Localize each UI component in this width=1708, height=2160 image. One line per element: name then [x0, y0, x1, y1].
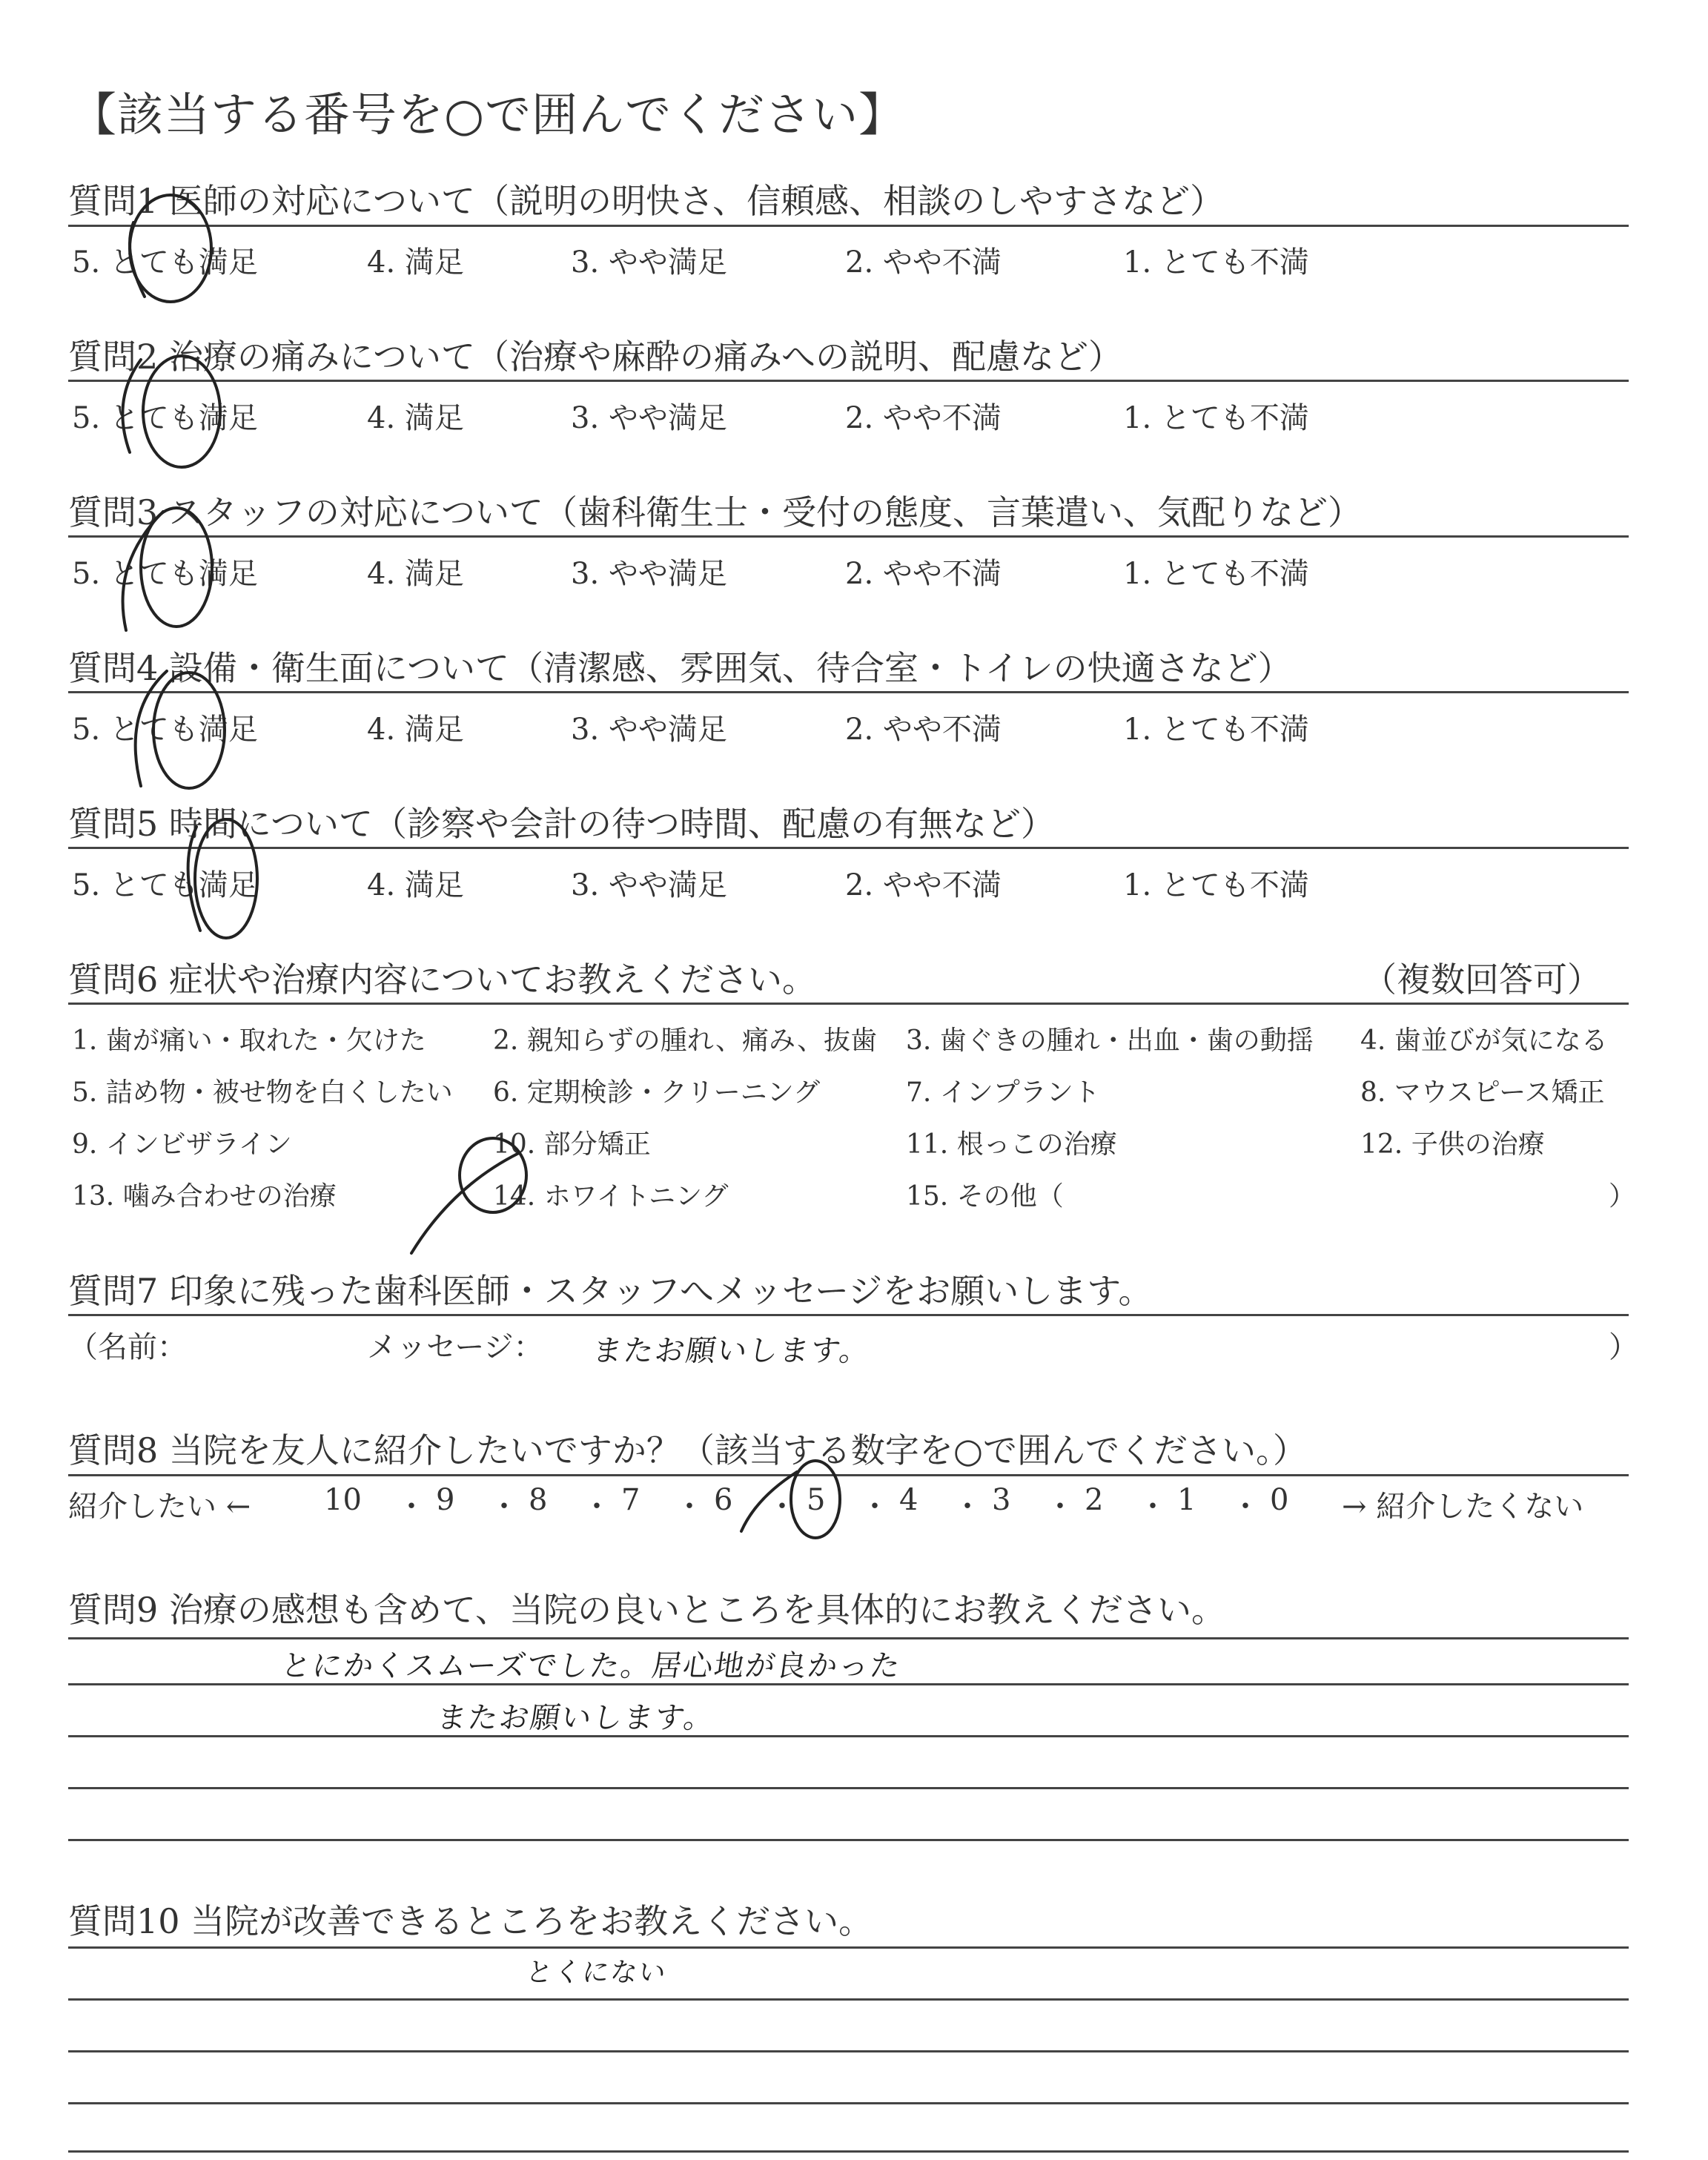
dot: ・	[582, 1490, 612, 1524]
question-3: 質問3 スタッフの対応について（歯科衛生士・受付の態度、言葉遣い、気配りなど）	[68, 492, 1362, 532]
q6-option-14[interactable]: 14. ホワイトニング	[493, 1181, 729, 1212]
q6-option-1[interactable]: 1. 歯が痛い・取れた・欠けた	[72, 1025, 426, 1056]
answer-line	[68, 2150, 1629, 2153]
scale-0[interactable]: 0	[1270, 1483, 1289, 1517]
answer-line	[68, 1735, 1629, 1737]
answer-line	[68, 1637, 1629, 1639]
q2-option-2[interactable]: 2. やや不満	[845, 401, 1002, 435]
divider	[68, 1314, 1629, 1316]
answer-line	[68, 1839, 1629, 1841]
q2-option-5[interactable]: 5. とても満足	[72, 401, 258, 435]
q5-option-2[interactable]: 2. やや不満	[845, 868, 1002, 902]
q5-option-5[interactable]: 5. とても満足	[72, 868, 258, 902]
dot: ・	[675, 1490, 704, 1524]
q3-option-4[interactable]: 4. 満足	[367, 557, 464, 591]
question-1: 質問1 医師の対応について（説明の明快さ、信頼感、相談のしやすさなど）	[68, 181, 1225, 221]
q6-option-4[interactable]: 4. 歯並びが気になる	[1360, 1025, 1608, 1056]
scale-5[interactable]: 5	[807, 1483, 826, 1517]
recommend-right-label: → 紹介したくない	[1342, 1490, 1584, 1524]
question-8: 質問8 当院を友人に紹介したいですか？（該当する数字を○で囲んでください。）	[68, 1430, 1308, 1470]
divider	[68, 1003, 1629, 1005]
q1-option-3[interactable]: 3. やや満足	[571, 245, 727, 280]
scale-10[interactable]: 10	[324, 1483, 362, 1517]
q1-option-4[interactable]: 4. 満足	[367, 245, 464, 280]
q4-option-4[interactable]: 4. 満足	[367, 713, 464, 747]
q6-option-3[interactable]: 3. 歯ぐきの腫れ・出血・歯の動揺	[906, 1025, 1314, 1056]
divider	[68, 847, 1629, 849]
divider	[68, 535, 1629, 538]
question-10: 質問10 当院が改善できるところをお教えください。	[68, 1901, 873, 1941]
handwritten-message[interactable]: またお願いします。	[590, 1334, 873, 1368]
answer-line	[68, 1998, 1629, 2001]
answer-line	[68, 2050, 1629, 2052]
divider	[68, 1474, 1629, 1476]
q5-option-1[interactable]: 1. とても不満	[1123, 868, 1309, 902]
q6-option-7[interactable]: 7. インプラント	[906, 1077, 1100, 1108]
page-title: 【該当する番号を○で囲んでください】	[70, 87, 906, 142]
question-5: 質問5 時間について（診察や会計の待つ時間、配慮の有無など）	[68, 804, 1055, 844]
scale-6[interactable]: 6	[714, 1483, 733, 1517]
q5-option-3[interactable]: 3. やや満足	[571, 868, 727, 902]
divider	[68, 691, 1629, 693]
q6-option-13[interactable]: 13. 噛み合わせの治療	[72, 1181, 337, 1212]
name-label: （名前：	[68, 1330, 187, 1364]
question-6: 質問6 症状や治療内容についてお教えください。	[68, 960, 816, 1000]
answer-line	[68, 2102, 1629, 2104]
q3-option-5[interactable]: 5. とても満足	[72, 557, 258, 591]
q1-option-2[interactable]: 2. やや不満	[845, 245, 1002, 280]
answer-line	[68, 1946, 1629, 1949]
scale-7[interactable]: 7	[621, 1483, 640, 1517]
message-close: ）	[1609, 1330, 1638, 1364]
q4-option-3[interactable]: 3. やや満足	[571, 713, 727, 747]
message-label: メッセージ：	[367, 1330, 543, 1364]
question-2: 質問2 治療の痛みについて（治療や麻酔の痛みへの説明、配慮など）	[68, 337, 1123, 377]
dot: ・	[397, 1490, 426, 1524]
scale-9[interactable]: 9	[436, 1483, 455, 1517]
question-4: 質問4 設備・衛生面について（清潔感、雰囲気、待合室・トイレの快適さなど）	[68, 648, 1292, 688]
q2-option-1[interactable]: 1. とても不満	[1123, 401, 1309, 435]
scale-2[interactable]: 2	[1085, 1483, 1104, 1517]
q3-option-1[interactable]: 1. とても不満	[1123, 557, 1309, 591]
dot: ・	[1045, 1490, 1075, 1524]
scale-1[interactable]: 1	[1177, 1483, 1196, 1517]
scale-8[interactable]: 8	[529, 1483, 548, 1517]
q6-option-6[interactable]: 6. 定期検診・クリーニング	[493, 1077, 821, 1108]
q6-option-15[interactable]: 15. その他（	[906, 1181, 1064, 1212]
q2-option-4[interactable]: 4. 満足	[367, 401, 464, 435]
scale-3[interactable]: 3	[992, 1483, 1011, 1517]
recommend-left-label: 紹介したい ←	[68, 1490, 251, 1524]
handwritten-answer-line-2[interactable]: またお願いします。	[434, 1701, 718, 1735]
question-7: 質問7 印象に残った歯科医師・スタッフへメッセージをお願いします。	[68, 1271, 1153, 1311]
dot: ・	[1231, 1490, 1260, 1524]
q5-option-4[interactable]: 4. 満足	[367, 868, 464, 902]
dot: ・	[860, 1490, 890, 1524]
dot: ・	[1138, 1490, 1168, 1524]
q3-option-3[interactable]: 3. やや満足	[571, 557, 727, 591]
q6-option-5[interactable]: 5. 詰め物・被せ物を白くしたい	[72, 1077, 453, 1108]
q4-option-5[interactable]: 5. とても満足	[72, 713, 258, 747]
q6-option-2[interactable]: 2. 親知らずの腫れ、痛み、抜歯	[493, 1025, 878, 1056]
answer-line	[68, 1787, 1629, 1789]
scale-4[interactable]: 4	[899, 1483, 918, 1517]
q6-option-10[interactable]: 10. 部分矯正	[493, 1129, 651, 1160]
q1-option-5[interactable]: 5. とても満足	[72, 245, 258, 280]
q1-option-1[interactable]: 1. とても不満	[1123, 245, 1309, 280]
q3-option-2[interactable]: 2. やや不満	[845, 557, 1002, 591]
q6-option-8[interactable]: 8. マウスピース矯正	[1360, 1077, 1605, 1108]
q2-option-3[interactable]: 3. やや満足	[571, 401, 727, 435]
dot: ・	[953, 1490, 982, 1524]
q6-option-12[interactable]: 12. 子供の治療	[1360, 1129, 1545, 1160]
q4-option-2[interactable]: 2. やや不満	[845, 713, 1002, 747]
q6-option-9[interactable]: 9. インビザライン	[72, 1129, 292, 1160]
q6-other-close: ）	[1609, 1181, 1636, 1212]
dot: ・	[767, 1490, 797, 1524]
multiple-answers-note: （複数回答可）	[1363, 960, 1601, 1000]
handwritten-improvement[interactable]: とくにない	[523, 1958, 669, 1988]
handwritten-answer-line-1[interactable]: とにかくスムーズでした。居心地が良かった	[279, 1649, 904, 1683]
q6-option-11[interactable]: 11. 根っこの治療	[906, 1129, 1117, 1160]
q4-option-1[interactable]: 1. とても不満	[1123, 713, 1309, 747]
question-9: 質問9 治療の感想も含めて、当院の良いところを具体的にお教えください。	[68, 1590, 1225, 1630]
divider	[68, 380, 1629, 382]
dot: ・	[489, 1490, 519, 1524]
answer-line	[68, 1683, 1629, 1685]
divider	[68, 225, 1629, 227]
